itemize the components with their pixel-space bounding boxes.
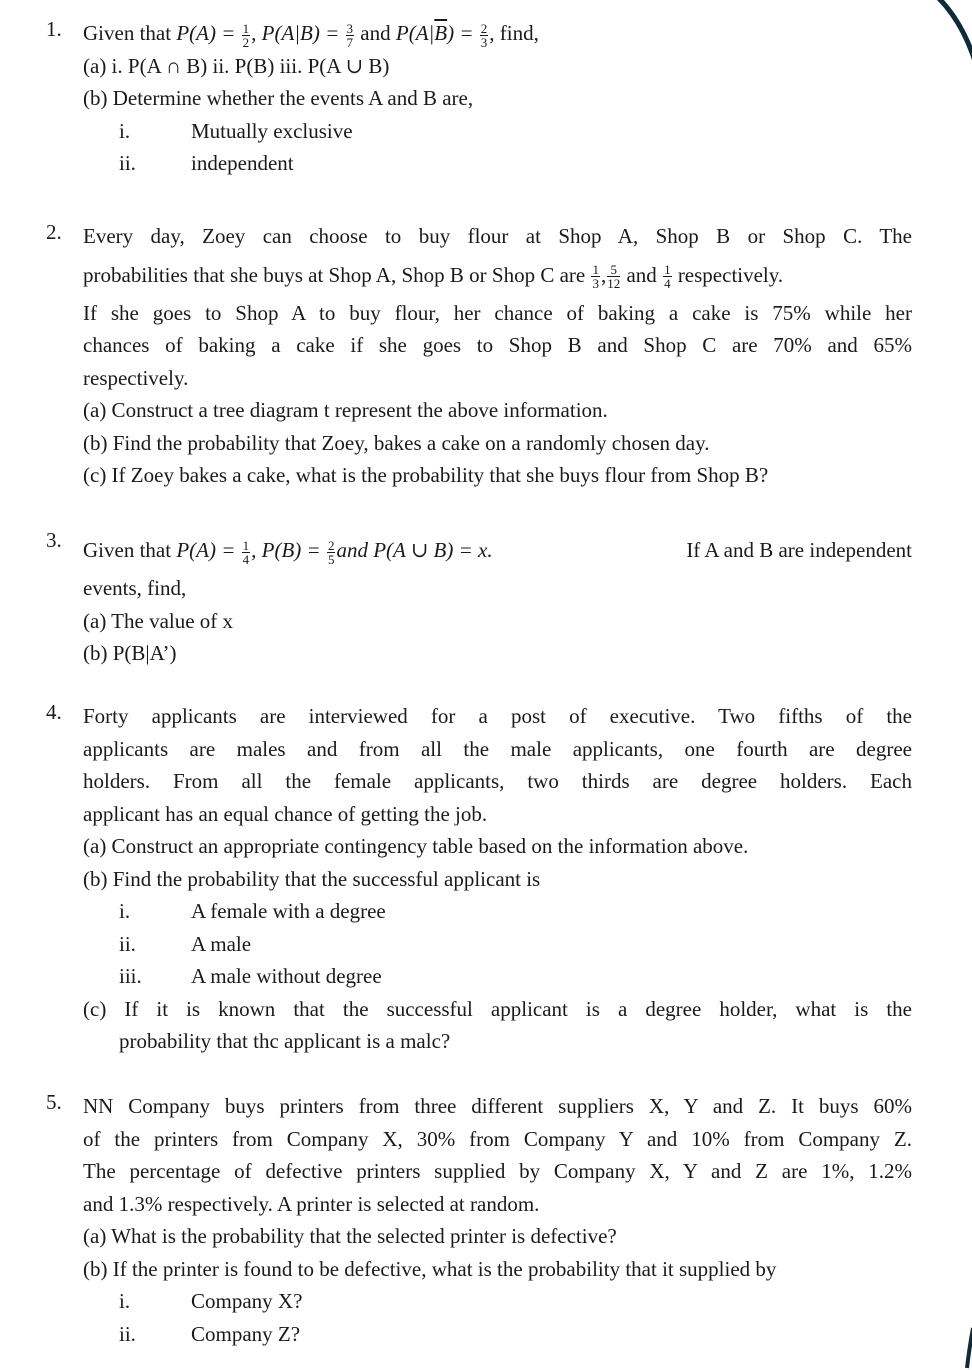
text: , find, <box>489 21 539 45</box>
math-complement: $\overline{B}$ <box>434 21 448 45</box>
part-b: (b) Find the probability that the successful applicant is <box>83 866 541 891</box>
part-c-continued: probability that thc applicant is a malc? <box>119 1029 451 1053</box>
question-4 <box>46 700 912 1058</box>
stem-line: events, find, <box>83 576 187 600</box>
stem-line: Forty applicants are interviewed for a post of executive. Two fifths of the <box>83 704 912 728</box>
roman-item: i. Mutually exclusive <box>119 118 353 143</box>
part-a: (a) What is the probability that the selected printer is defective? <box>83 1224 617 1248</box>
question-number: 3. <box>46 528 62 552</box>
stem-line: applicants are males and from all the male applicants, one fourth are degree <box>83 736 912 761</box>
fraction: $\frac{3}{7}$ <box>346 20 354 50</box>
math: ) = <box>447 21 479 45</box>
part-a: (a) Construct an appropriate contingency table based on the information above. <box>83 834 749 858</box>
fraction: $\frac{1}{3}$ <box>592 262 599 292</box>
question-1-stem <box>83 17 912 50</box>
part-a: (a) Construct a tree diagram t represent the above information. <box>83 398 608 422</box>
roman-item: ii. Company Z? <box>119 1321 301 1346</box>
fraction: $\frac{5}{12}$ <box>607 262 621 292</box>
part-b: (b) P(B|A’) <box>83 641 177 665</box>
question-5 <box>46 1090 912 1350</box>
math: , P(A|B) = <box>251 21 345 45</box>
fraction: $\frac{1}{2}$ <box>242 20 250 50</box>
question-1 <box>46 17 912 180</box>
part-b: (b) Find the probability that Zoey, bakes a cake on a randomly chosen day. <box>83 430 710 455</box>
part-c: (c) If it is known that the successful applicant is a degree holder, what is the <box>83 996 912 1021</box>
question-3 <box>46 528 912 670</box>
question-number: 5. <box>46 1090 62 1114</box>
question-number: 4. <box>46 700 62 724</box>
decorative-curve-top <box>930 0 972 80</box>
fraction: $\frac{1}{4}$ <box>664 262 671 292</box>
roman-item: i. A female with a degree <box>119 899 386 923</box>
roman-item: iii. A male without degree <box>119 964 382 988</box>
fraction: $\frac{2}{5}$ <box>327 537 335 567</box>
part-a: (a) The value of x <box>83 608 234 633</box>
text: Given that <box>83 21 177 45</box>
part-c: (c) If Zoey bakes a cake, what is the probability that she buys flour from Shop B? <box>83 463 769 487</box>
part-b: (b) Determine whether the events A and B are, <box>83 86 474 110</box>
stem-line: respectively. <box>83 365 189 390</box>
part-a: (a) i. P(A ∩ B) ii. P(B) iii. P(A ∪ B) <box>83 53 390 78</box>
stem-line: NN Company buys printers from three different suppliers X, Y and Z. It buys 60% <box>83 1094 912 1118</box>
question-number: 2. <box>46 220 62 244</box>
roman-item: ii. independent <box>119 151 294 175</box>
fraction: $\frac{1}{4}$ <box>242 537 250 567</box>
stem-line: of the printers from Company X, 30% from Company Y and 10% from Company Z. <box>83 1126 912 1151</box>
stem-line: Every day, Zoey can choose to buy flour at Shop A, Shop B or Shop C. The <box>83 224 912 248</box>
fraction: $\frac{2}{3}$ <box>480 20 488 50</box>
stem-line: chances of baking a cake if she goes to Shop B and Shop C are 70% and 65% <box>83 333 912 357</box>
roman-item: ii. A male <box>119 931 252 956</box>
part-b: (b) If the printer is found to be defective, what is the probability that it supplied by <box>83 1256 777 1281</box>
text: and <box>355 21 396 45</box>
question-2 <box>46 220 912 492</box>
roman-item: i. Company X? <box>119 1289 303 1313</box>
question-number: 1. <box>46 17 62 41</box>
stem-line-fractions: Given that P(A) = $\frac{1}{4}$ , P(B) = $\frac{2}{5}$ and P(A ∪ B) = x. If A and B are independent <box>83 537 912 567</box>
math: P(A| <box>395 21 435 45</box>
stem-line: holders. From all the female applicants, two thirds are degree holders. Each <box>83 769 912 793</box>
stem-line-fractions: probabilities that she buys at Shop A, Shop B or Shop C are $\frac{1}{3}$ , $\frac{5}{12}$ and $\frac{1}{4}$ respectively. <box>83 262 784 292</box>
stem-line: and 1.3% respectively. A printer is selected at random. <box>83 1191 540 1216</box>
math: P(A) = <box>176 21 241 45</box>
stem-line: The percentage of defective printers supplied by Company X, Y and Z are 1%, 1.2% <box>83 1159 912 1183</box>
stem-line: If she goes to Shop A to buy flour, her chance of baking a cake is 75% while her <box>83 300 912 325</box>
stem-line: applicant has an equal chance of getting the job. <box>83 801 488 826</box>
